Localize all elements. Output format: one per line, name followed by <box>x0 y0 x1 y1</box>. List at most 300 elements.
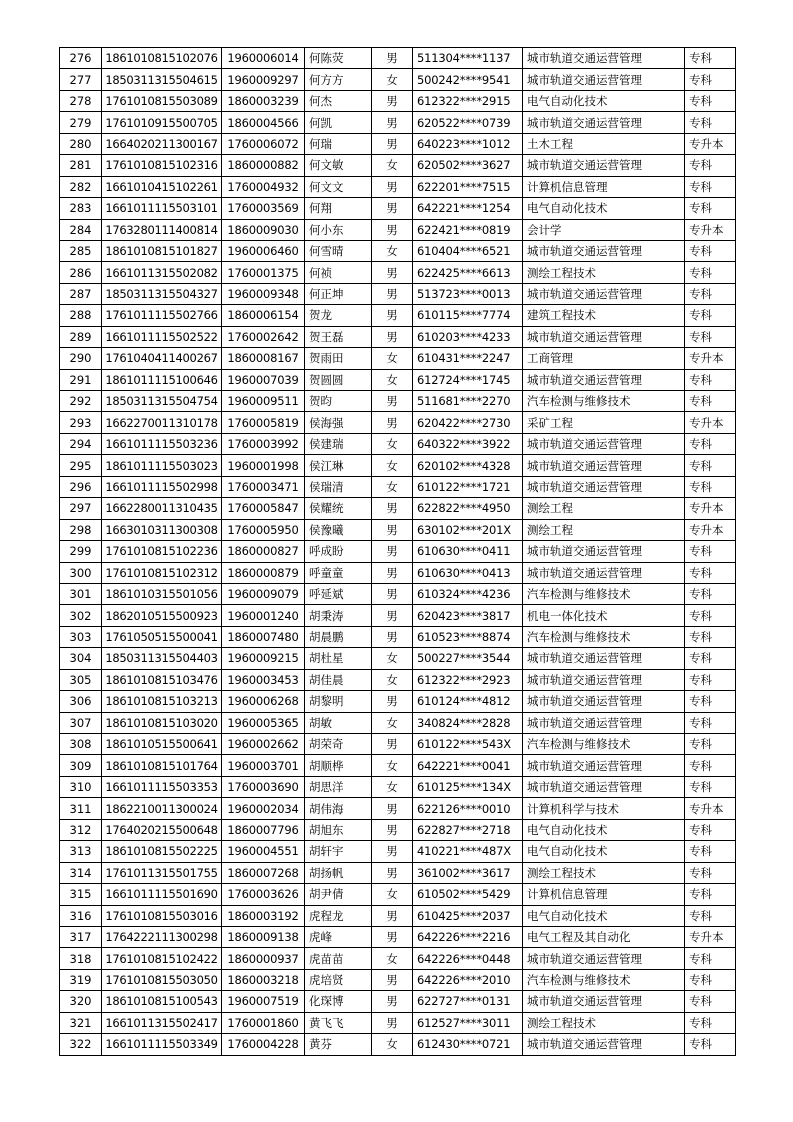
student-number-cell: 1760003569 <box>222 198 305 219</box>
id-number-cell: 620422****2730 <box>413 412 523 433</box>
table-row <box>60 219 736 240</box>
id-number-cell: 610324****4236 <box>413 583 523 604</box>
gender-cell: 男 <box>372 734 413 755</box>
student-number-cell: 1960009079 <box>222 583 305 604</box>
table-row <box>60 433 736 454</box>
exam-number-cell: 1761010815102236 <box>102 541 222 562</box>
exam-number-cell: 1861010815101827 <box>102 240 222 261</box>
id-number-cell: 612527****3011 <box>413 1012 523 1033</box>
row-number-cell: 307 <box>60 712 102 733</box>
id-number-cell: 610523****8874 <box>413 626 523 647</box>
level-cell: 专科 <box>685 626 736 647</box>
student-name-cell: 侯建瑞 <box>305 433 372 454</box>
level-cell: 专科 <box>685 283 736 304</box>
level-cell: 专科 <box>685 884 736 905</box>
exam-number-cell: 1761010915500705 <box>102 112 222 133</box>
student-name-cell: 何祯 <box>305 262 372 283</box>
student-number-cell: 1960006268 <box>222 691 305 712</box>
table-row <box>60 283 736 304</box>
student-name-cell: 黄芬 <box>305 1034 372 1055</box>
table-row <box>60 90 736 111</box>
gender-cell: 女 <box>372 712 413 733</box>
exam-number-cell: 1764222111300298 <box>102 926 222 947</box>
row-number-cell: 301 <box>60 583 102 604</box>
gender-cell: 男 <box>372 519 413 540</box>
student-number-cell: 1960002662 <box>222 734 305 755</box>
id-number-cell: 642226****0448 <box>413 948 523 969</box>
gender-cell: 女 <box>372 455 413 476</box>
gender-cell: 男 <box>372 498 413 519</box>
exam-number-cell: 1862210011300024 <box>102 798 222 819</box>
major-cell: 测绘工程 <box>523 519 685 540</box>
student-number-cell: 1860000827 <box>222 541 305 562</box>
level-cell: 专科 <box>685 305 736 326</box>
exam-number-cell: 1850311315504754 <box>102 391 222 412</box>
table-row <box>60 476 736 497</box>
table-row <box>60 669 736 690</box>
level-cell: 专升本 <box>685 498 736 519</box>
id-number-cell: 642226****2216 <box>413 926 523 947</box>
exam-number-cell: 1861011115503023 <box>102 455 222 476</box>
student-number-cell: 1760003471 <box>222 476 305 497</box>
id-number-cell: 610122****543X <box>413 734 523 755</box>
student-number-cell: 1760005819 <box>222 412 305 433</box>
id-number-cell: 610502****5429 <box>413 884 523 905</box>
row-number-cell: 319 <box>60 969 102 990</box>
major-cell: 城市轨道交通运营管理 <box>523 541 685 562</box>
id-number-cell: 622425****6613 <box>413 262 523 283</box>
gender-cell: 女 <box>372 433 413 454</box>
student-name-cell: 胡荣奇 <box>305 734 372 755</box>
major-cell: 城市轨道交通运营管理 <box>523 669 685 690</box>
level-cell: 专科 <box>685 541 736 562</box>
student-number-cell: 1960006460 <box>222 240 305 261</box>
major-cell: 城市轨道交通运营管理 <box>523 562 685 583</box>
student-name-cell: 胡旭东 <box>305 819 372 840</box>
id-number-cell: 410221****487X <box>413 841 523 862</box>
table-row <box>60 262 736 283</box>
exam-number-cell: 1761010815503016 <box>102 905 222 926</box>
row-number-cell: 292 <box>60 391 102 412</box>
exam-number-cell: 1850311315504327 <box>102 283 222 304</box>
table-row <box>60 626 736 647</box>
level-cell: 专科 <box>685 48 736 69</box>
gender-cell: 男 <box>372 326 413 347</box>
exam-number-cell: 1761010815503050 <box>102 969 222 990</box>
id-number-cell: 620102****4328 <box>413 455 523 476</box>
id-number-cell: 622201****7515 <box>413 176 523 197</box>
id-number-cell: 622126****0010 <box>413 798 523 819</box>
major-cell: 采矿工程 <box>523 412 685 433</box>
exam-number-cell: 1761010815102316 <box>102 155 222 176</box>
row-number-cell: 288 <box>60 305 102 326</box>
row-number-cell: 302 <box>60 605 102 626</box>
level-cell: 专科 <box>685 712 736 733</box>
row-number-cell: 282 <box>60 176 102 197</box>
level-cell: 专科 <box>685 240 736 261</box>
student-number-cell: 1960001240 <box>222 605 305 626</box>
exam-number-cell: 1661011115501690 <box>102 884 222 905</box>
major-cell: 计算机科学与技术 <box>523 798 685 819</box>
level-cell: 专科 <box>685 755 736 776</box>
student-number-cell: 1960009297 <box>222 69 305 90</box>
id-number-cell: 610124****4812 <box>413 691 523 712</box>
id-number-cell: 642226****2010 <box>413 969 523 990</box>
exam-number-cell: 1663010311300308 <box>102 519 222 540</box>
major-cell: 城市轨道交通运营管理 <box>523 48 685 69</box>
id-number-cell: 640223****1012 <box>413 133 523 154</box>
row-number-cell: 308 <box>60 734 102 755</box>
major-cell: 测绘工程技术 <box>523 262 685 283</box>
exam-number-cell: 1850311315504403 <box>102 648 222 669</box>
row-number-cell: 315 <box>60 884 102 905</box>
major-cell: 建筑工程技术 <box>523 305 685 326</box>
exam-number-cell: 1861010815102076 <box>102 48 222 69</box>
student-number-cell: 1860007796 <box>222 819 305 840</box>
student-number-cell: 1760001860 <box>222 1012 305 1033</box>
row-number-cell: 305 <box>60 669 102 690</box>
id-number-cell: 620522****0739 <box>413 112 523 133</box>
major-cell: 汽车检测与维修技术 <box>523 626 685 647</box>
major-cell: 城市轨道交通运营管理 <box>523 369 685 390</box>
gender-cell: 男 <box>372 305 413 326</box>
id-number-cell: 612724****1745 <box>413 369 523 390</box>
student-number-cell: 1860003192 <box>222 905 305 926</box>
exam-number-cell: 1661011115503236 <box>102 433 222 454</box>
student-name-cell: 侯耀统 <box>305 498 372 519</box>
table-row <box>60 498 736 519</box>
exam-number-cell: 1661011115503101 <box>102 198 222 219</box>
major-cell: 汽车检测与维修技术 <box>523 391 685 412</box>
level-cell: 专科 <box>685 369 736 390</box>
row-number-cell: 300 <box>60 562 102 583</box>
table-row <box>60 798 736 819</box>
id-number-cell: 620502****3627 <box>413 155 523 176</box>
student-name-cell: 虎峰 <box>305 926 372 947</box>
row-number-cell: 321 <box>60 1012 102 1033</box>
student-name-cell: 呼成盼 <box>305 541 372 562</box>
student-number-cell: 1860007268 <box>222 862 305 883</box>
major-cell: 测绘工程技术 <box>523 862 685 883</box>
major-cell: 城市轨道交通运营管理 <box>523 648 685 669</box>
row-number-cell: 304 <box>60 648 102 669</box>
level-cell: 专科 <box>685 605 736 626</box>
id-number-cell: 642221****0041 <box>413 755 523 776</box>
student-name-cell: 胡敏 <box>305 712 372 733</box>
student-name-cell: 化琛博 <box>305 991 372 1012</box>
gender-cell: 男 <box>372 176 413 197</box>
row-number-cell: 291 <box>60 369 102 390</box>
student-number-cell: 1760006072 <box>222 133 305 154</box>
id-number-cell: 622827****2718 <box>413 819 523 840</box>
table-row <box>60 391 736 412</box>
student-number-cell: 1860007480 <box>222 626 305 647</box>
row-number-cell: 276 <box>60 48 102 69</box>
student-number-cell: 1860009030 <box>222 219 305 240</box>
student-name-cell: 胡佳晨 <box>305 669 372 690</box>
row-number-cell: 280 <box>60 133 102 154</box>
exam-number-cell: 1661011115502998 <box>102 476 222 497</box>
gender-cell: 女 <box>372 1034 413 1055</box>
gender-cell: 女 <box>372 348 413 369</box>
student-number-cell: 1860000879 <box>222 562 305 583</box>
student-number-cell: 1960004551 <box>222 841 305 862</box>
table-row <box>60 541 736 562</box>
gender-cell: 男 <box>372 798 413 819</box>
student-name-cell: 贺雨田 <box>305 348 372 369</box>
gender-cell: 男 <box>372 626 413 647</box>
major-cell: 城市轨道交通运营管理 <box>523 1034 685 1055</box>
gender-cell: 男 <box>372 90 413 111</box>
level-cell: 专科 <box>685 734 736 755</box>
level-cell: 专升本 <box>685 348 736 369</box>
row-number-cell: 294 <box>60 433 102 454</box>
table-row <box>60 862 736 883</box>
gender-cell: 男 <box>372 48 413 69</box>
table-row <box>60 198 736 219</box>
gender-cell: 女 <box>372 776 413 797</box>
student-number-cell: 1960007039 <box>222 369 305 390</box>
level-cell: 专科 <box>685 1012 736 1033</box>
gender-cell: 男 <box>372 112 413 133</box>
table-row <box>60 69 736 90</box>
table-row <box>60 605 736 626</box>
exam-number-cell: 1761050515500041 <box>102 626 222 647</box>
exam-number-cell: 1861010815502225 <box>102 841 222 862</box>
table-row <box>60 562 736 583</box>
major-cell: 计算机信息管理 <box>523 884 685 905</box>
student-name-cell: 何陈荧 <box>305 48 372 69</box>
table-row <box>60 905 736 926</box>
id-number-cell: 610425****2037 <box>413 905 523 926</box>
student-number-cell: 1960006014 <box>222 48 305 69</box>
row-number-cell: 285 <box>60 240 102 261</box>
level-cell: 专升本 <box>685 219 736 240</box>
gender-cell: 男 <box>372 541 413 562</box>
table-row <box>60 326 736 347</box>
major-cell: 测绘工程技术 <box>523 1012 685 1033</box>
gender-cell: 男 <box>372 412 413 433</box>
table-row <box>60 841 736 862</box>
exam-number-cell: 1861010815101764 <box>102 755 222 776</box>
level-cell: 专科 <box>685 455 736 476</box>
gender-cell: 女 <box>372 884 413 905</box>
table-row <box>60 155 736 176</box>
level-cell: 专科 <box>685 69 736 90</box>
student-number-cell: 1860000937 <box>222 948 305 969</box>
exam-number-cell: 1850311315504615 <box>102 69 222 90</box>
student-name-cell: 贺圆圆 <box>305 369 372 390</box>
major-cell: 会计学 <box>523 219 685 240</box>
student-name-cell: 胡杜星 <box>305 648 372 669</box>
student-number-cell: 1760003626 <box>222 884 305 905</box>
id-number-cell: 610122****1721 <box>413 476 523 497</box>
id-number-cell: 513723****0013 <box>413 283 523 304</box>
student-number-cell: 1760002642 <box>222 326 305 347</box>
row-number-cell: 309 <box>60 755 102 776</box>
major-cell: 汽车检测与维修技术 <box>523 969 685 990</box>
row-number-cell: 298 <box>60 519 102 540</box>
major-cell: 工商管理 <box>523 348 685 369</box>
major-cell: 电气自动化技术 <box>523 905 685 926</box>
level-cell: 专科 <box>685 669 736 690</box>
table-row <box>60 348 736 369</box>
row-number-cell: 314 <box>60 862 102 883</box>
gender-cell: 男 <box>372 133 413 154</box>
gender-cell: 男 <box>372 219 413 240</box>
exam-number-cell: 1761040411400267 <box>102 348 222 369</box>
table-row <box>60 1012 736 1033</box>
student-number-cell: 1960003453 <box>222 669 305 690</box>
row-number-cell: 317 <box>60 926 102 947</box>
gender-cell: 男 <box>372 562 413 583</box>
exam-number-cell: 1661010415102261 <box>102 176 222 197</box>
major-cell: 城市轨道交通运营管理 <box>523 455 685 476</box>
gender-cell: 男 <box>372 841 413 862</box>
row-number-cell: 306 <box>60 691 102 712</box>
level-cell: 专科 <box>685 262 736 283</box>
id-number-cell: 610203****4233 <box>413 326 523 347</box>
student-name-cell: 侯豫曦 <box>305 519 372 540</box>
id-number-cell: 500227****3544 <box>413 648 523 669</box>
major-cell: 城市轨道交通运营管理 <box>523 326 685 347</box>
student-name-cell: 何翔 <box>305 198 372 219</box>
student-name-cell: 何文文 <box>305 176 372 197</box>
row-number-cell: 277 <box>60 69 102 90</box>
row-number-cell: 303 <box>60 626 102 647</box>
student-number-cell: 1760005950 <box>222 519 305 540</box>
level-cell: 专科 <box>685 1034 736 1055</box>
id-number-cell: 511304****1137 <box>413 48 523 69</box>
gender-cell: 男 <box>372 691 413 712</box>
id-number-cell: 620423****3817 <box>413 605 523 626</box>
gender-cell: 女 <box>372 476 413 497</box>
level-cell: 专升本 <box>685 798 736 819</box>
student-number-cell: 1860004566 <box>222 112 305 133</box>
table-row <box>60 926 736 947</box>
level-cell: 专科 <box>685 176 736 197</box>
student-name-cell: 侯海强 <box>305 412 372 433</box>
gender-cell: 男 <box>372 198 413 219</box>
student-number-cell: 1760004228 <box>222 1034 305 1055</box>
id-number-cell: 610404****6521 <box>413 240 523 261</box>
exam-number-cell: 1661011115503349 <box>102 1034 222 1055</box>
major-cell: 城市轨道交通运营管理 <box>523 155 685 176</box>
student-name-cell: 侯瑞清 <box>305 476 372 497</box>
exam-number-cell: 1662270011310178 <box>102 412 222 433</box>
exam-number-cell: 1861010315501056 <box>102 583 222 604</box>
major-cell: 城市轨道交通运营管理 <box>523 476 685 497</box>
student-name-cell: 胡黎明 <box>305 691 372 712</box>
gender-cell: 男 <box>372 862 413 883</box>
row-number-cell: 283 <box>60 198 102 219</box>
table-row <box>60 819 736 840</box>
major-cell: 电气自动化技术 <box>523 90 685 111</box>
student-name-cell: 胡伟海 <box>305 798 372 819</box>
table-row <box>60 991 736 1012</box>
student-name-cell: 呼延斌 <box>305 583 372 604</box>
table-row <box>60 776 736 797</box>
exam-number-cell: 1761010815503089 <box>102 90 222 111</box>
gender-cell: 男 <box>372 905 413 926</box>
major-cell: 汽车检测与维修技术 <box>523 734 685 755</box>
gender-cell: 女 <box>372 669 413 690</box>
student-number-cell: 1960009511 <box>222 391 305 412</box>
student-name-cell: 胡晨鹏 <box>305 626 372 647</box>
row-number-cell: 320 <box>60 991 102 1012</box>
id-number-cell: 361002****3617 <box>413 862 523 883</box>
level-cell: 专科 <box>685 969 736 990</box>
student-number-cell: 1760003690 <box>222 776 305 797</box>
exam-number-cell: 1761011115502766 <box>102 305 222 326</box>
level-cell: 专科 <box>685 433 736 454</box>
id-number-cell: 610115****7774 <box>413 305 523 326</box>
student-number-cell: 1760004932 <box>222 176 305 197</box>
student-name-cell: 胡秉涛 <box>305 605 372 626</box>
level-cell: 专科 <box>685 776 736 797</box>
table-row <box>60 519 736 540</box>
row-number-cell: 286 <box>60 262 102 283</box>
student-name-cell: 何凯 <box>305 112 372 133</box>
table-body <box>60 48 736 1056</box>
gender-cell: 男 <box>372 991 413 1012</box>
major-cell: 城市轨道交通运营管理 <box>523 283 685 304</box>
student-name-cell: 胡思洋 <box>305 776 372 797</box>
level-cell: 专科 <box>685 905 736 926</box>
table-row <box>60 176 736 197</box>
row-number-cell: 281 <box>60 155 102 176</box>
student-name-cell: 何文敏 <box>305 155 372 176</box>
exam-number-cell: 1761010815102312 <box>102 562 222 583</box>
table-row <box>60 48 736 69</box>
student-number-cell: 1860006154 <box>222 305 305 326</box>
exam-number-cell: 1862010515500923 <box>102 605 222 626</box>
level-cell: 专科 <box>685 583 736 604</box>
level-cell: 专科 <box>685 648 736 669</box>
student-name-cell: 何雪晴 <box>305 240 372 261</box>
row-number-cell: 284 <box>60 219 102 240</box>
id-number-cell: 612322****2923 <box>413 669 523 690</box>
level-cell: 专科 <box>685 991 736 1012</box>
gender-cell: 男 <box>372 1012 413 1033</box>
student-number-cell: 1960002034 <box>222 798 305 819</box>
major-cell: 城市轨道交通运营管理 <box>523 776 685 797</box>
major-cell: 电气工程及其自动化 <box>523 926 685 947</box>
student-name-cell: 贺龙 <box>305 305 372 326</box>
student-name-cell: 黄飞飞 <box>305 1012 372 1033</box>
exam-number-cell: 1861010815103476 <box>102 669 222 690</box>
student-number-cell: 1760001375 <box>222 262 305 283</box>
major-cell: 城市轨道交通运营管理 <box>523 712 685 733</box>
id-number-cell: 610630****0413 <box>413 562 523 583</box>
gender-cell: 女 <box>372 648 413 669</box>
level-cell: 专升本 <box>685 519 736 540</box>
exam-number-cell: 1662280011310435 <box>102 498 222 519</box>
row-number-cell: 311 <box>60 798 102 819</box>
id-number-cell: 612322****2915 <box>413 90 523 111</box>
exam-number-cell: 1661011115503353 <box>102 776 222 797</box>
student-name-cell: 何瑞 <box>305 133 372 154</box>
student-number-cell: 1760003992 <box>222 433 305 454</box>
exam-number-cell: 1861010815100543 <box>102 991 222 1012</box>
gender-cell: 男 <box>372 926 413 947</box>
id-number-cell: 610125****134X <box>413 776 523 797</box>
major-cell: 汽车检测与维修技术 <box>523 583 685 604</box>
row-number-cell: 310 <box>60 776 102 797</box>
level-cell: 专升本 <box>685 926 736 947</box>
exam-number-cell: 1861010815103213 <box>102 691 222 712</box>
major-cell: 城市轨道交通运营管理 <box>523 948 685 969</box>
